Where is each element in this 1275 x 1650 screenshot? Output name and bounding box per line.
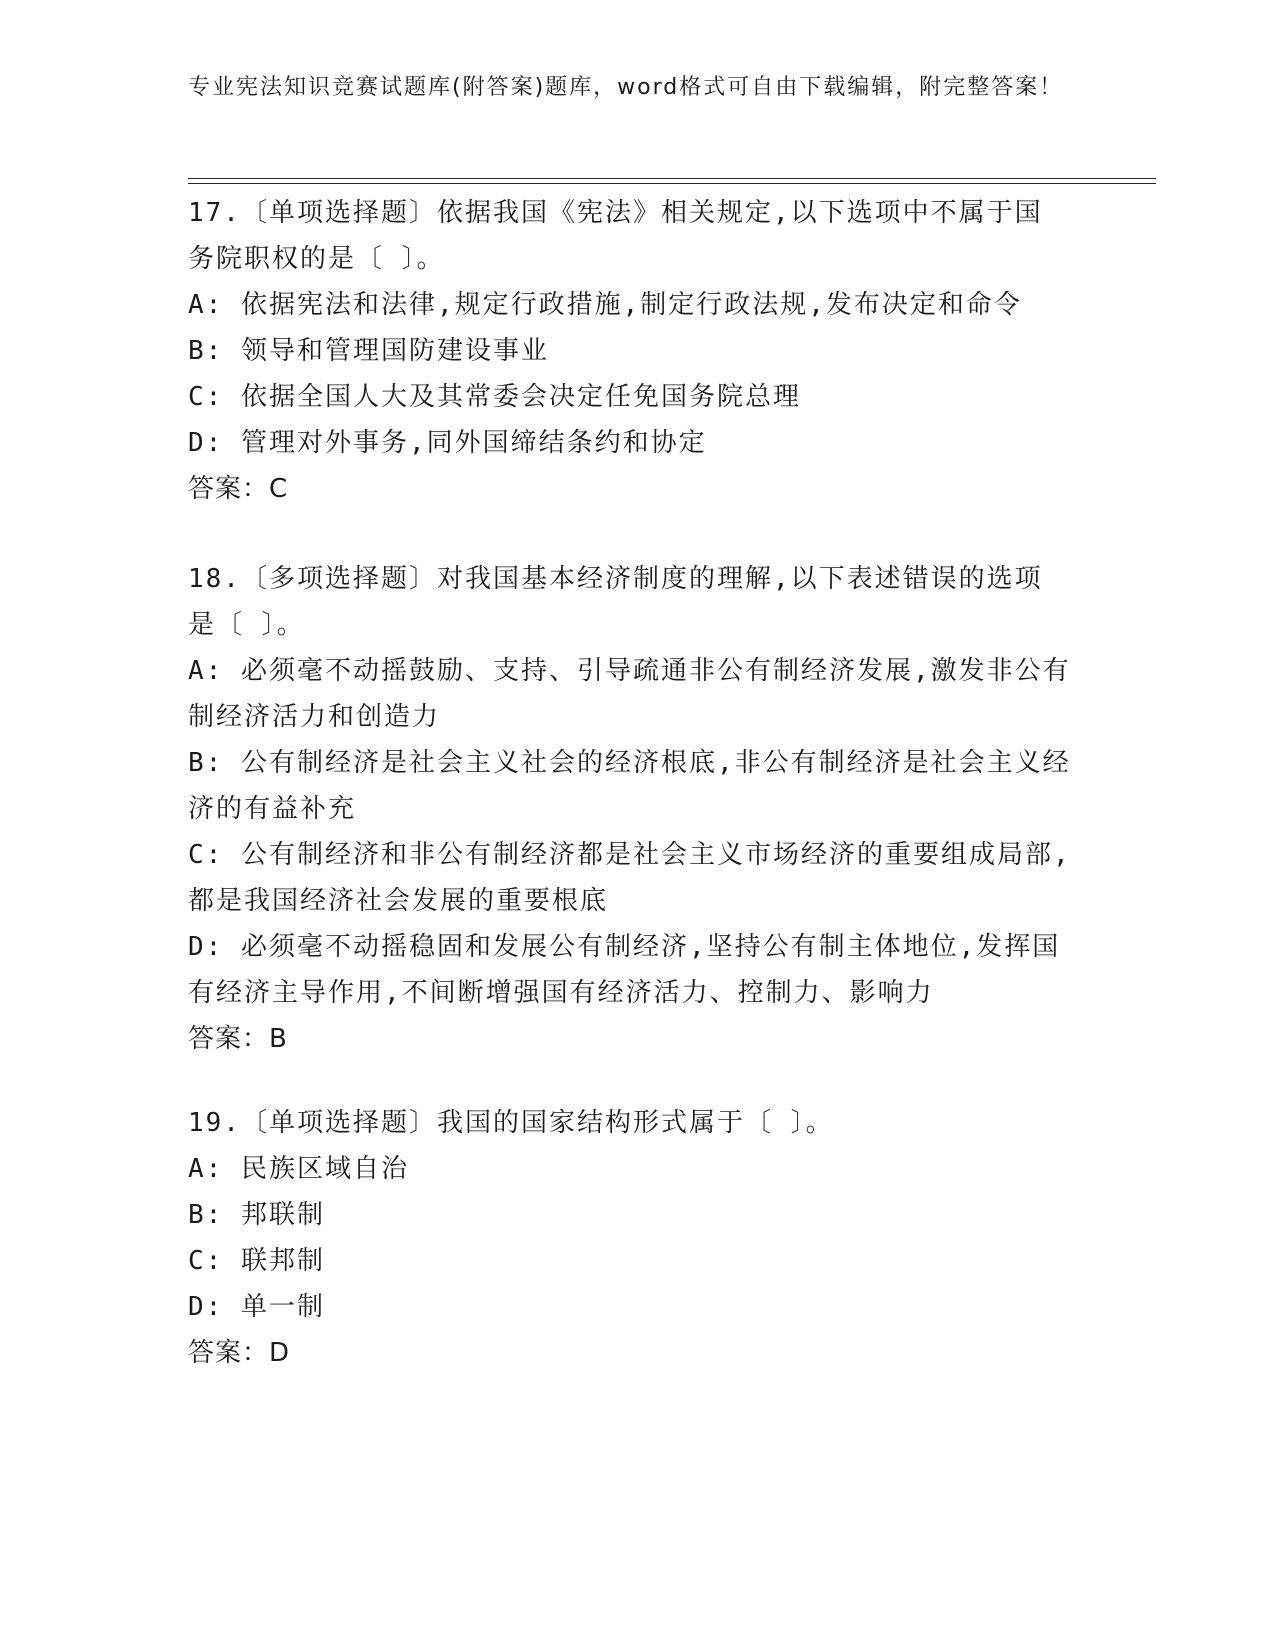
option-a: A: 依据宪法和法律,规定行政措施,制定行政法规,发布决定和命令 [188,290,1022,320]
option-b: B: 邦联制 [188,1200,325,1230]
answer: 答案：D [188,1338,291,1368]
option-d: D: 单一制 [188,1292,325,1322]
document-header: 专业宪法知识竞赛试题库(附答案)题库，word格式可自由下载编辑，附完整答案！ [188,75,1064,100]
question-18 [188,556,1088,1062]
option-a: A: 必须毫不动摇鼓励、支持、引导疏通非公有制经济发展,激发非公有制经济活力和创造力 [188,656,1071,732]
header-rule-bottom [188,183,1156,184]
option-d: D: 管理对外事务,同外国缔结条约和协定 [188,428,707,458]
option-c: C: 公有制经济和非公有制经济都是社会主义市场经济的重要组成局部,都是我国经济社会发展的重要根底 [188,840,1071,916]
answer: 答案：C [188,474,289,504]
question-17 [188,190,1088,512]
option-c: C: 依据全国人大及其常委会决定任免国务院总理 [188,382,801,412]
option-a: A: 民族区域自治 [188,1154,409,1184]
option-d: D: 必须毫不动摇稳固和发展公有制经济,坚持公有制主体地位,发挥国有经济主导作用,不间断增强国有经济活力、控制力、影响力 [188,932,1061,1008]
question-text: 17.〔单项选择题〕依据我国《宪法》相关规定,以下选项中不属于国务院职权的是〔 〕。 [188,198,1043,274]
question-19 [188,1100,1088,1376]
option-b: B: 公有制经济是社会主义社会的经济根底,非公有制经济是社会主义经济的有益补充 [188,748,1071,824]
question-text: 19.〔单项选择题〕我国的国家结构形式属于〔 〕。 [188,1108,834,1138]
header-rule-top [188,178,1156,179]
option-b: B: 领导和管理国防建设事业 [188,336,549,366]
question-text: 18.〔多项选择题〕对我国基本经济制度的理解,以下表述错误的选项是〔 〕。 [188,564,1043,640]
answer: 答案：B [188,1024,288,1054]
option-c: C: 联邦制 [188,1246,325,1276]
